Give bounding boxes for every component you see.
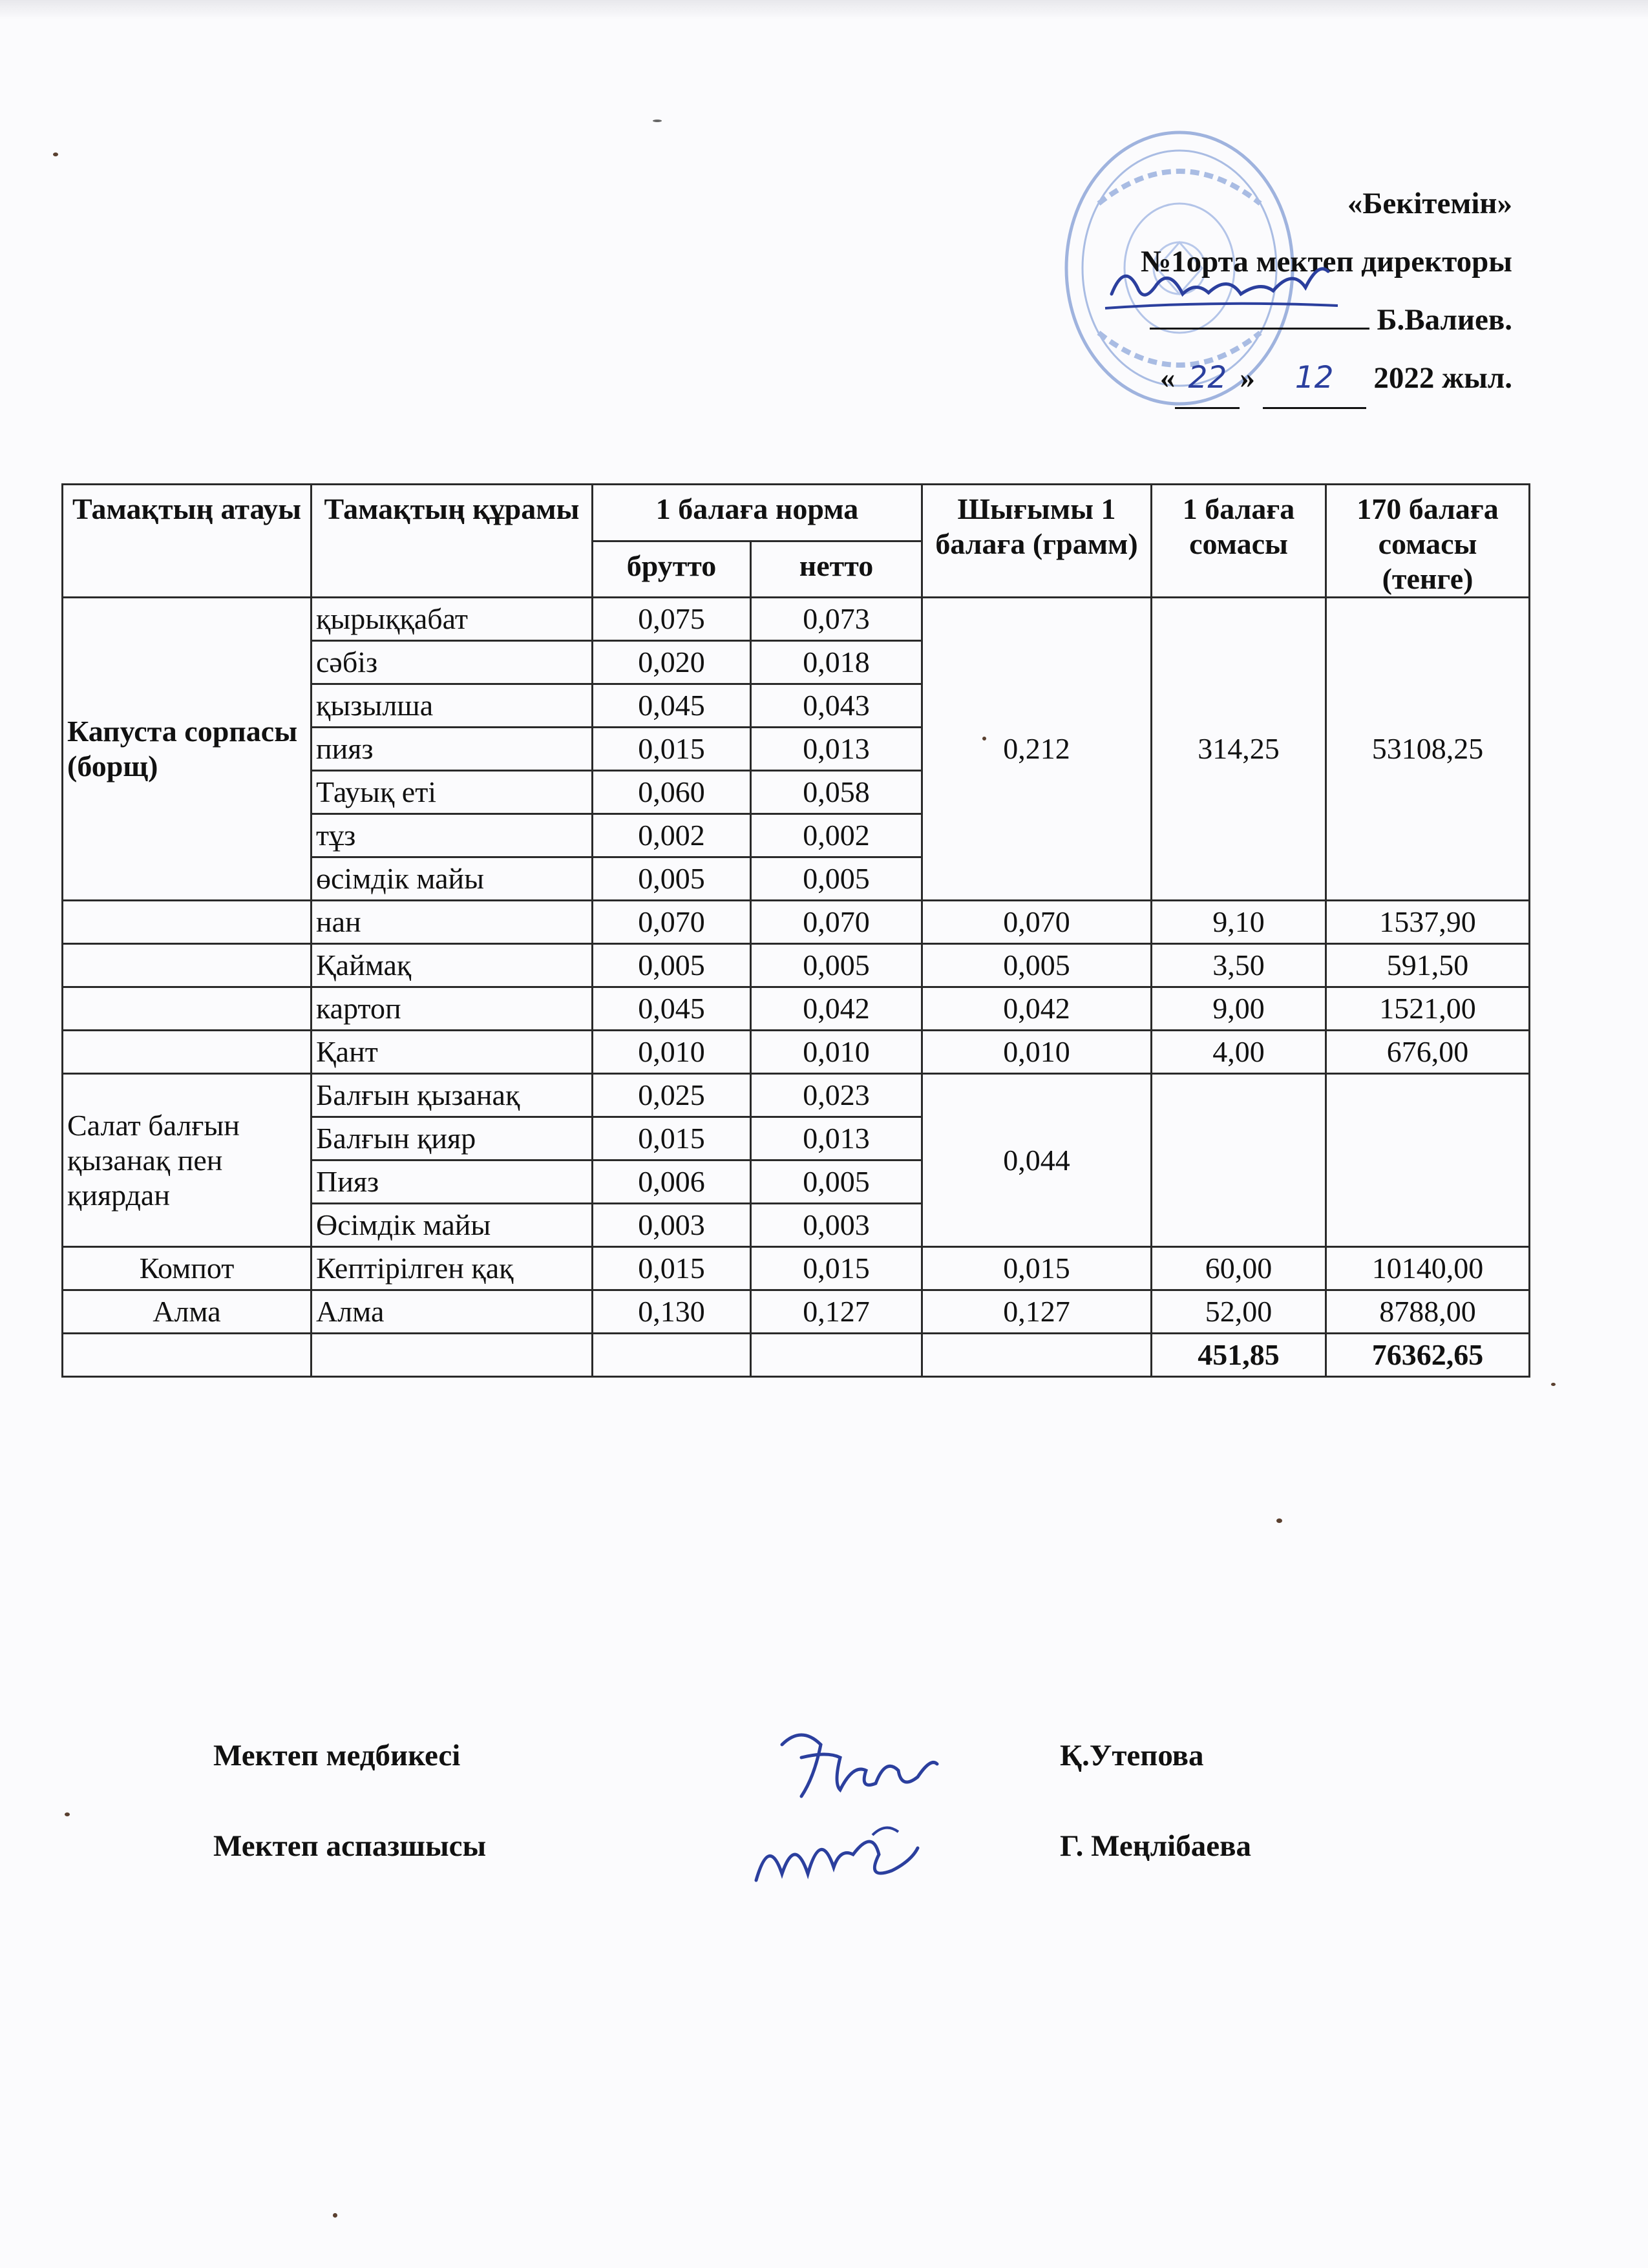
director-signature	[1099, 249, 1344, 320]
cost-one-cell: 60,00	[1152, 1247, 1326, 1290]
cost-170-cell: 10140,00	[1326, 1247, 1530, 1290]
brutto-cell: 0,015	[593, 1117, 751, 1160]
table-row	[63, 1074, 1530, 1117]
netto-cell: 0,005	[751, 944, 922, 987]
netto-cell: 0,002	[751, 814, 922, 857]
netto-cell: 0,013	[751, 728, 922, 771]
table-row	[63, 1031, 1530, 1074]
empty-cell	[63, 1334, 312, 1377]
brutto-cell: 0,015	[593, 728, 751, 771]
yield-cell: 0,044	[922, 1074, 1152, 1247]
cost-one-cell: 314,25	[1152, 598, 1326, 901]
cost-170-cell: 1521,00	[1326, 987, 1530, 1031]
cost-one-cell: 4,00	[1152, 1031, 1326, 1074]
dish-name-cell	[63, 1031, 312, 1074]
header-brutto: брутто	[593, 541, 751, 598]
signer-role: Мектеп медбикесі	[213, 1739, 461, 1772]
cost-one-cell: 52,00	[1152, 1290, 1326, 1334]
signer-name: Г. Меңлібаева	[1060, 1829, 1251, 1863]
netto-cell: 0,023	[751, 1074, 922, 1117]
table-row	[63, 1247, 1530, 1290]
ingredient-cell: өсімдік майы	[312, 857, 593, 901]
header-norm: 1 балаға норма	[593, 485, 922, 541]
ingredient-cell: нан	[312, 901, 593, 944]
date-day: 22	[1175, 349, 1240, 409]
netto-cell: 0,127	[751, 1290, 922, 1334]
ingredient-cell: картоп	[312, 987, 593, 1031]
yield-cell: 0,010	[922, 1031, 1152, 1074]
brutto-cell: 0,003	[593, 1204, 751, 1247]
empty-cell	[312, 1334, 593, 1377]
yield-cell: 0,070	[922, 901, 1152, 944]
dish-name-cell: Компот	[63, 1247, 312, 1290]
signer-role: Мектеп аспазшысы	[213, 1829, 487, 1863]
approval-position: №1орта мектеп директоры	[1140, 245, 1512, 278]
netto-cell: 0,003	[751, 1204, 922, 1247]
cost-one-cell: 9,10	[1152, 901, 1326, 944]
netto-cell: 0,005	[751, 1160, 922, 1204]
brutto-cell: 0,005	[593, 857, 751, 901]
signer-name: Қ.Утепова	[1060, 1739, 1204, 1772]
brutto-cell: 0,010	[593, 1031, 751, 1074]
cost-170-cell: 53108,25	[1326, 598, 1530, 901]
table-row	[63, 1290, 1530, 1334]
table-row	[63, 987, 1530, 1031]
total-cost-one: 451,85	[1152, 1334, 1326, 1377]
ingredient-cell: қызылша	[312, 684, 593, 728]
netto-cell: 0,043	[751, 684, 922, 728]
table-row	[63, 944, 1530, 987]
netto-cell: 0,042	[751, 987, 922, 1031]
date-month: 12	[1263, 349, 1366, 409]
paper-speck	[53, 152, 58, 156]
cost-one-cell: 9,00	[1152, 987, 1326, 1031]
brutto-cell: 0,002	[593, 814, 751, 857]
header-cost-170: 170 балаға сомасы (тенге)	[1326, 485, 1530, 598]
brutto-cell: 0,045	[593, 987, 751, 1031]
netto-cell: 0,073	[751, 598, 922, 641]
brutto-cell: 0,075	[593, 598, 751, 641]
brutto-cell: 0,006	[593, 1160, 751, 1204]
brutto-cell: 0,060	[593, 771, 751, 814]
netto-cell: 0,015	[751, 1247, 922, 1290]
brutto-cell: 0,070	[593, 901, 751, 944]
menu-table	[61, 483, 1530, 1378]
ingredient-cell: Тауық еті	[312, 771, 593, 814]
ingredient-cell: қырыққабат	[312, 598, 593, 641]
cost-170-cell: 8788,00	[1326, 1290, 1530, 1334]
cost-one-cell: 3,50	[1152, 944, 1326, 987]
ingredient-cell: Пияз	[312, 1160, 593, 1204]
ingredient-cell: Балғын қызанақ	[312, 1074, 593, 1117]
paper-speck	[333, 2213, 337, 2218]
brutto-cell: 0,025	[593, 1074, 751, 1117]
netto-cell: 0,005	[751, 857, 922, 901]
dish-name-cell: Салат балғын қызанақ пен қиярдан	[63, 1074, 312, 1247]
cost-170-cell: 591,50	[1326, 944, 1530, 987]
ingredient-cell: сәбіз	[312, 641, 593, 684]
empty-cell	[593, 1334, 751, 1377]
dish-name-cell: Алма	[63, 1290, 312, 1334]
ingredient-cell: Кептірілген қақ	[312, 1247, 593, 1290]
cost-170-cell: 1537,90	[1326, 901, 1530, 944]
cook-signature	[743, 1809, 924, 1900]
yield-cell: 0,042	[922, 987, 1152, 1031]
header-yield: Шығымы 1 балаға (грамм)	[922, 485, 1152, 598]
header-netto: нетто	[751, 541, 922, 598]
empty-cell	[751, 1334, 922, 1377]
header-dish-name: Тамақтың атауы	[63, 485, 312, 598]
dish-name-cell	[63, 901, 312, 944]
cost-one-cell	[1152, 1074, 1326, 1247]
dish-name-cell: Капуста сорпасы (борщ)	[63, 598, 312, 901]
cost-170-cell: 676,00	[1326, 1031, 1530, 1074]
brutto-cell: 0,020	[593, 641, 751, 684]
yield-cell: 0,005	[922, 944, 1152, 987]
cost-170-cell	[1326, 1074, 1530, 1247]
paper-speck	[653, 120, 662, 122]
approval-title: «Бекітемін»	[1347, 187, 1512, 220]
ingredient-cell: Алма	[312, 1290, 593, 1334]
netto-cell: 0,013	[751, 1117, 922, 1160]
ingredient-cell: Өсімдік майы	[312, 1204, 593, 1247]
total-row	[63, 1334, 1530, 1377]
paper-speck	[1276, 1518, 1282, 1523]
netto-cell: 0,058	[751, 771, 922, 814]
director-name: Б.Валиев.	[1377, 303, 1512, 337]
dish-name-cell	[63, 987, 312, 1031]
ingredient-cell: Балғын қияр	[312, 1117, 593, 1160]
ingredient-cell: пияз	[312, 728, 593, 771]
yield-cell: 0,015	[922, 1247, 1152, 1290]
paper-speck	[65, 1812, 70, 1816]
brutto-cell: 0,015	[593, 1247, 751, 1290]
header-cost-one: 1 балаға сомасы	[1152, 485, 1326, 598]
nurse-signature	[763, 1719, 956, 1816]
netto-cell: 0,070	[751, 901, 922, 944]
table-row	[63, 598, 1530, 641]
ingredient-cell: Қаймақ	[312, 944, 593, 987]
brutto-cell: 0,045	[593, 684, 751, 728]
yield-cell: 0,212	[922, 598, 1152, 901]
paper-speck	[1551, 1383, 1556, 1386]
yield-cell: 0,127	[922, 1290, 1152, 1334]
page-top-edge	[0, 0, 1648, 19]
approval-date: « 22 » 12 2022 жыл.	[1034, 349, 1512, 409]
dish-name-cell	[63, 944, 312, 987]
table-row	[63, 901, 1530, 944]
total-cost-170: 76362,65	[1326, 1334, 1530, 1377]
empty-cell	[922, 1334, 1152, 1377]
ingredient-cell: Қант	[312, 1031, 593, 1074]
netto-cell: 0,018	[751, 641, 922, 684]
header-composition: Тамақтың құрамы	[312, 485, 593, 598]
date-year: 2022 жыл.	[1373, 361, 1512, 395]
brutto-cell: 0,130	[593, 1290, 751, 1334]
netto-cell: 0,010	[751, 1031, 922, 1074]
brutto-cell: 0,005	[593, 944, 751, 987]
ingredient-cell: тұз	[312, 814, 593, 857]
